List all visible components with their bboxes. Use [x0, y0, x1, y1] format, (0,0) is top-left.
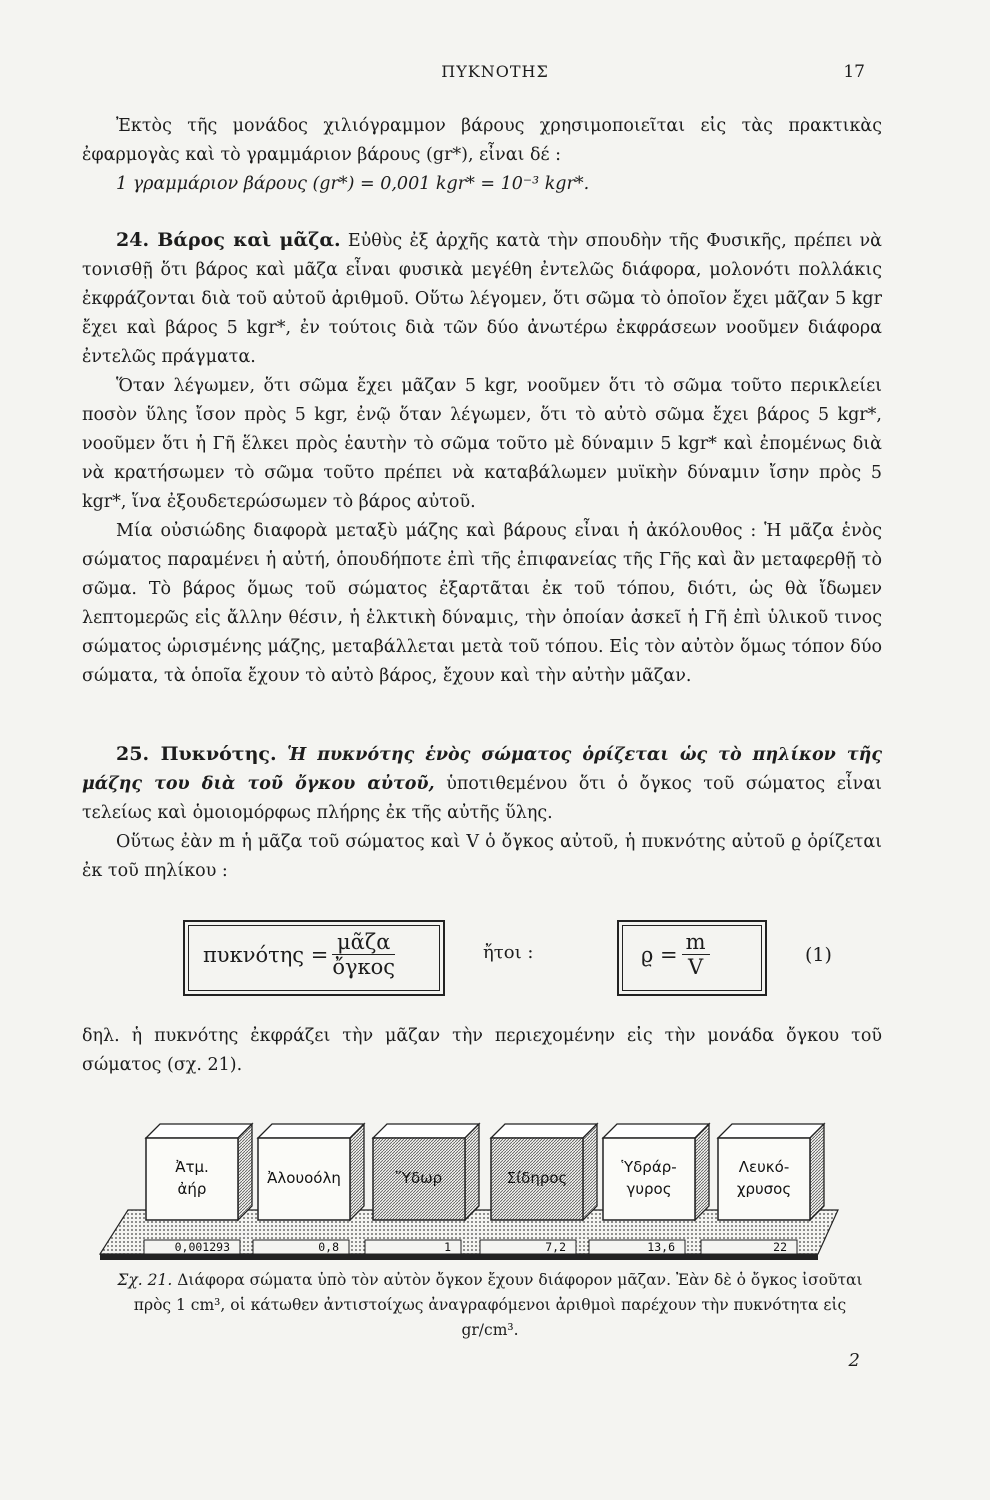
- section-25-paragraph-1: [82, 740, 882, 828]
- symbol-formula: [641, 930, 710, 979]
- caption-lead: Σχ. 21.: [117, 1271, 173, 1289]
- figure-caption: [110, 1268, 870, 1343]
- section-25-heading: 25. Πυκνότης.: [116, 743, 277, 765]
- cube-label: Ὑδράρ-: [621, 1158, 677, 1176]
- cube-front-face: [603, 1138, 695, 1220]
- section-25: [82, 740, 882, 886]
- itoi-label: ἤτοι :: [483, 942, 534, 963]
- density-value: 13,6: [647, 1240, 675, 1254]
- section-24-paragraph-3: Μία οὐσιώδης διαφορὰ μεταξὺ μάζης καὶ βάρους εἶναι ἡ ἀκόλουθος : Ἡ μᾶζα ἑνὸς σώματος παραμένει ἡ αὐτή, ὁπουδήποτε ἐπὶ τῆς ἐπιφανείας τῆς Γῆς καὶ ἂν μεταφερθῇ τὸ σῶμα. Τὸ βάρος ὅμως τοῦ σώματος ἐξαρτᾶται ἐκ τοῦ τόπου, διότι, ὡς θὰ ἴδωμεν λεπτομερῶς εἰς ἄλλην θέσιν, ἡ ἑλκτικὴ δύναμις, τὴν ὁποίαν ἀσκεῖ ἡ Γῆ ἐπὶ ὑλικοῦ τινος σώματος ὡρισμένης μάζης, μεταβάλλεται μετὰ τοῦ τόπου. Εἰς τὸν αὐτὸν ὅμως τόπον δύο σώματα, τὰ ὁποῖα ἔχουν τὸ αὐτὸ βάρος, ἔχουν καὶ τὴν αὐτὴν μᾶζαν.: [82, 521, 882, 686]
- symbol-formula-lhs: ϱ =: [641, 942, 678, 967]
- cube-label: Ὕδωρ: [395, 1169, 443, 1187]
- intro-paragraph: Ἐκτὸς τῆς μονάδος χιλιόγραμμον βάρους χρησιμοποιεῖται εἰς τὰς πρακτικὰς ἐφαρμογὰς καὶ τὸ γραμμάριον βάρους (gr*), εἶναι δέ :: [82, 116, 882, 165]
- word-formula-numerator: μᾶζα: [332, 930, 395, 955]
- symbol-formula-denominator: V: [688, 955, 704, 979]
- page-header: [0, 62, 990, 92]
- symbol-formula-numerator: m: [682, 930, 710, 955]
- figure-21: [98, 1112, 888, 1262]
- cube-side-face: [350, 1124, 364, 1220]
- word-formula-lhs: πυκνότης =: [203, 942, 329, 967]
- section-25-tail: [82, 1022, 882, 1080]
- density-cubes-figure: [98, 1112, 888, 1262]
- density-value: 7,2: [545, 1240, 566, 1254]
- section-24: [82, 226, 882, 691]
- density-value: 1: [444, 1240, 451, 1254]
- word-formula-box: [183, 920, 445, 996]
- signature-mark: 2: [848, 1350, 860, 1371]
- symbol-formula-box: [617, 920, 767, 996]
- density-value: 22: [773, 1240, 787, 1254]
- cube-label: Ἀλουοόλη: [267, 1169, 341, 1187]
- gram-weight-formula: 1 γραμμάριον βάρους (gr*) = 0,001 kgr* = 10⁻³ kgr*.: [116, 174, 590, 194]
- caption-text: Διάφορα σώματα ὑπὸ τὸν αὐτὸν ὄγκον ἔχουν διάφορον μᾶζαν. Ἐὰν δὲ ὁ ὄγκος ἰσοῦται πρὸς 1 cm³, οἱ κάτωθεν ἀντιστοίχως ἀναγραφόμενοι ἀριθμοὶ παρέχουν τὴν πυκνότητα εἰς gr/cm³.: [133, 1271, 863, 1339]
- cube-label: Σίδηρος: [506, 1169, 568, 1187]
- cube-top-face: [718, 1124, 824, 1138]
- section-24-text-1: Εὐθὺς ἐξ ἀρχῆς κατὰ τὴν σπουδὴν τῆς Φυσικῆς, πρέπει νὰ τονισθῇ ὅτι βάρος καὶ μᾶζα εἶναι φυσικὰ μεγέθη ἐντελῶς διάφορα, μολονότι πολλάκις ἐκφράζονται διὰ τοῦ αὐτοῦ ἀριθμοῦ. Οὕτω λέγομεν, ὅτι σῶμα τὸ ὁποῖον ἔχει μᾶζαν 5 kgr ἔχει καὶ βάρος 5 kgr*, ἐν τούτοις διὰ τῶν δύο ἀνωτέρω ἐκφράσεων νοοῦμεν διάφορα ἐντελῶς πράγματα.: [82, 231, 882, 367]
- density-formula-row: [183, 920, 883, 1000]
- word-formula: [203, 930, 395, 979]
- section-24-paragraph-1: [82, 226, 882, 372]
- section-25-paragraph-3: δηλ. ἡ πυκνότης ἐκφράζει τὴν μᾶζαν τὴν περιεχομένην εἰς τὴν μονάδα ὄγκου τοῦ σώματος (σχ. 21).: [82, 1026, 882, 1075]
- density-definition: Ἡ πυκνότης ἑνὸς σώματος ὁρίζεται ὡς τὸ πηλίκον τῆς μάζης του διὰ τοῦ ὄγκου αὐτοῦ,: [82, 745, 882, 794]
- section-24-paragraph-2: Ὅταν λέγωμεν, ὅτι σῶμα ἔχει μᾶζαν 5 kgr, νοοῦμεν ὅτι τὸ σῶμα τοῦτο περικλείει ποσὸν ὕλης ἴσον πρὸς 5 kgr, ἐνῷ ὅταν λέγωμεν, ὅτι τὸ αὐτὸ σῶμα ἔχει βάρος 5 kgr*, νοοῦμεν ὅτι ἡ Γῆ ἕλκει πρὸς ἑαυτὴν τὸ σῶμα τοῦτο μὲ δύναμιν 5 kgr* καὶ ἐπομένως διὰ νὰ κρατήσωμεν τὸ σῶμα τοῦτο πρέπει νὰ καταβάλωμεν μυϊκὴν δύναμιν ἴσην πρὸς 5 kgr*, ἵνα ἐξουδετερώσωμεν τὸ βάρος αὐτοῦ.: [82, 376, 882, 512]
- cube-label-line2: χρυσος: [736, 1180, 792, 1198]
- cube-front-face: [718, 1138, 810, 1220]
- density-value: 0,8: [318, 1240, 339, 1254]
- section-25-paragraph-2: Οὕτως ἐὰν m ἡ μᾶζα τοῦ σώματος καὶ V ὁ ὄγκος αὐτοῦ, ἡ πυκνότης αὐτοῦ ϱ ὁρίζεται ἐκ τοῦ πηλίκου :: [82, 832, 882, 881]
- cube-side-face: [465, 1124, 479, 1220]
- section-24-heading: 24. Βάρος καὶ μᾶζα.: [116, 229, 341, 251]
- shelf-edge: [100, 1254, 818, 1260]
- cube-top-face: [373, 1124, 479, 1138]
- cube-top-face: [146, 1124, 252, 1138]
- cube-top-face: [491, 1124, 597, 1138]
- cube-label: Ἀτμ.: [175, 1158, 209, 1176]
- cube-top-face: [258, 1124, 364, 1138]
- cube-top-face: [603, 1124, 709, 1138]
- cube-front-face: [146, 1138, 238, 1220]
- intro-block: [82, 112, 882, 199]
- density-definition-rest: ὑποτιθεμένου ὅτι ὁ ὄγκος τοῦ σώματος εἶναι τελείως καὶ ὁμοιομόρφως πλήρης ἐκ τῆς αὐτῆς ὕλης.: [82, 774, 882, 823]
- cube-label-line2: γυρος: [626, 1180, 672, 1198]
- cube-side-face: [810, 1124, 824, 1220]
- cube-label-line2: ἀήρ: [177, 1180, 207, 1198]
- page-number: 17: [843, 62, 865, 82]
- cube-label: Λευκό-: [738, 1158, 790, 1176]
- running-title: ΠΥΚΝΟΤΗΣ: [441, 62, 549, 81]
- cube-side-face: [583, 1124, 597, 1220]
- cube-side-face: [238, 1124, 252, 1220]
- density-value: 0,001293: [174, 1240, 230, 1254]
- equation-number: (1): [805, 944, 832, 966]
- cube-side-face: [695, 1124, 709, 1220]
- word-formula-denominator: ὄγκος: [332, 955, 396, 979]
